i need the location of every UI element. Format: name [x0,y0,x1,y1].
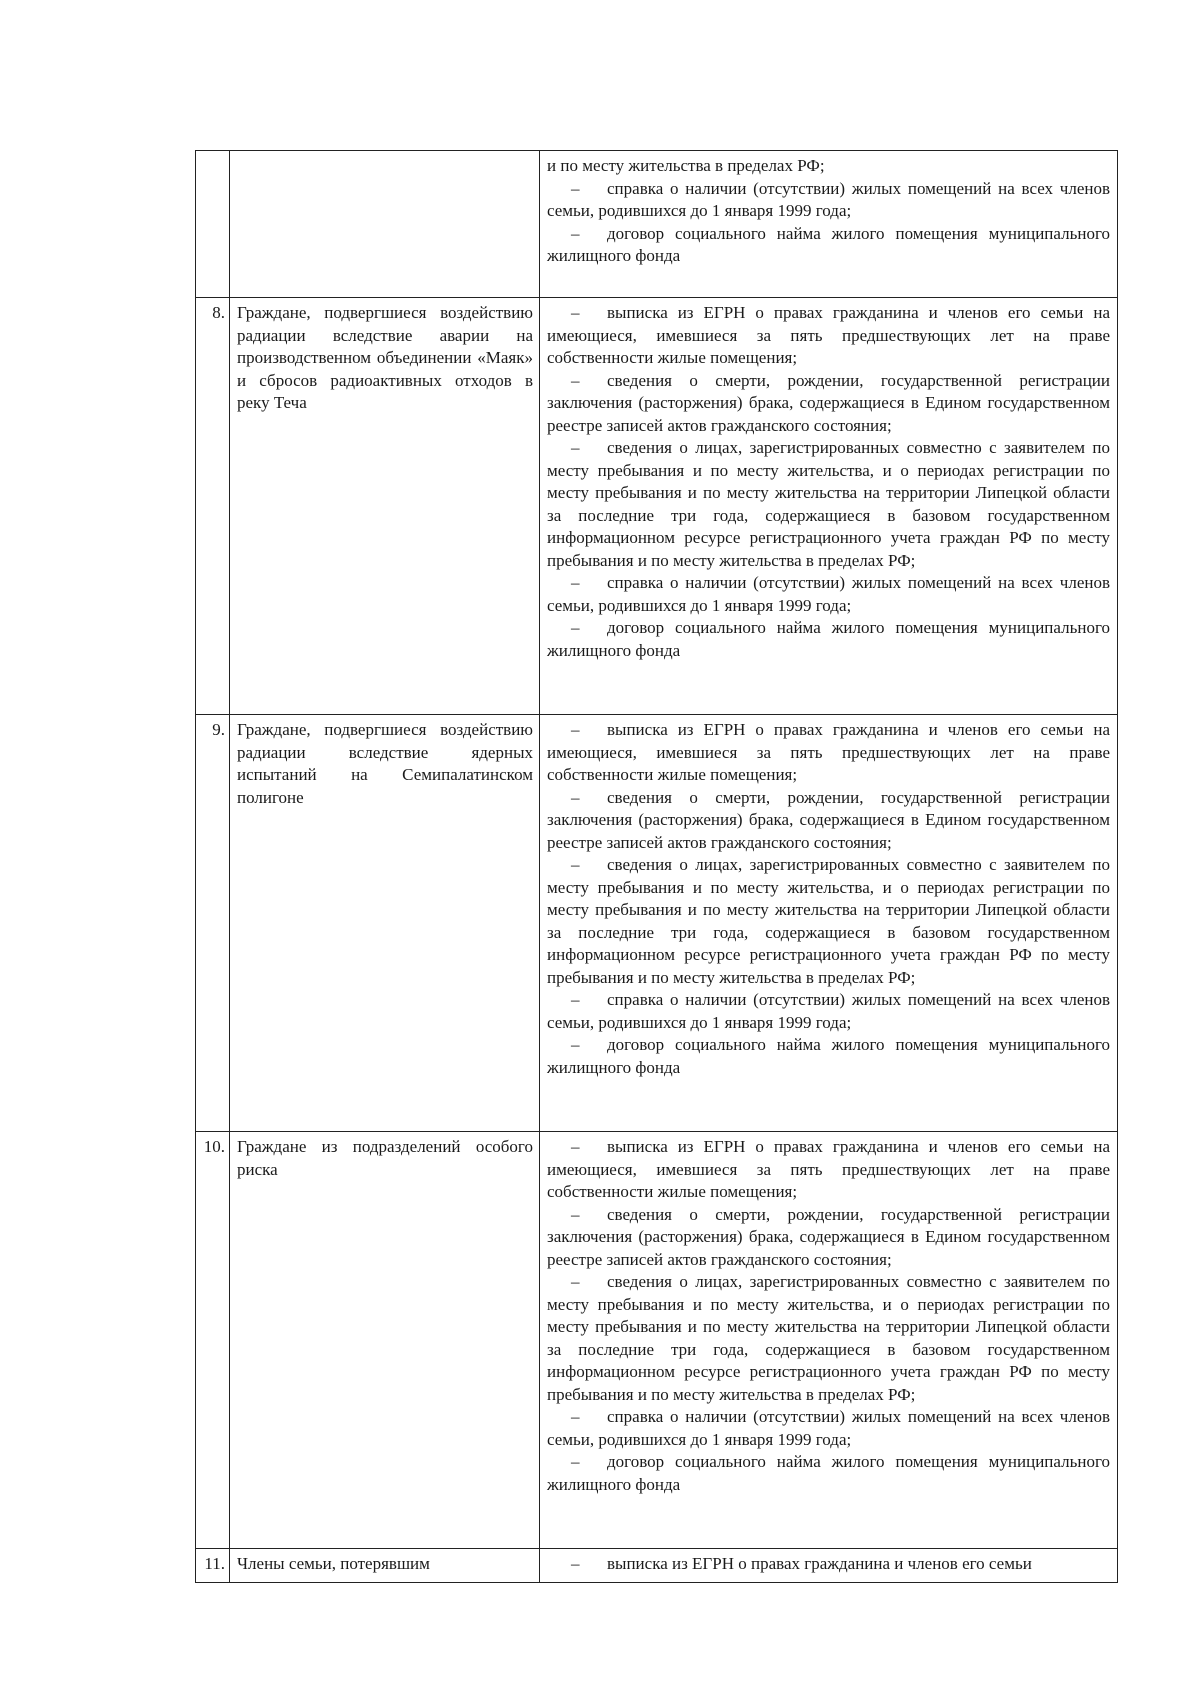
dash-marker: – [571,1204,580,1224]
dash-marker: – [571,990,580,1009]
table-row [196,151,1118,298]
dash-marker: – [571,787,580,807]
document-item: – договор социального найма жилого помещения муниципального жилищного фонда [547,618,1110,660]
category-cell: Граждане, подвергшиеся воздействию радиации вследствие аварии на производственном объединении «Маяк» и сбросов радиоактивных отходов в реку Теча [230,298,540,715]
row-number: 11. [196,1549,230,1583]
dash-marker: – [571,1554,580,1573]
document-item: – договор социального найма жилого помещения муниципального жилищного фонда [547,223,1110,265]
category-cell: Члены семьи, потерявшим [230,1549,540,1583]
document-item: – справка о наличии (отсутствии) жилых помещений на всех членов семьи, родившихся до 1 января 1999 года; [547,990,1110,1032]
documents-cell [540,1132,1118,1549]
dash-marker: – [571,370,580,390]
document-item: – справка о наличии (отсутствии) жилых помещений на всех членов семьи, родившихся до 1 января 1999 года; [547,1407,1110,1449]
table-row [196,298,1118,715]
dash-marker: – [571,178,580,198]
document-item: – выписка из ЕГРН о правах гражданина и членов его семьи [547,1553,1110,1576]
document-item: – договор социального найма жилого помещения муниципального жилищного фонда [547,1452,1110,1494]
document-item: – выписка из ЕГРН о правах гражданина и членов его семьи на имеющиеся, имевшиеся за пять предшествующих лет на праве собственности жилые помещения; [547,303,1110,367]
row-number: 8. [196,298,230,715]
dash-marker: – [571,438,580,457]
document-item: – справка о наличии (отсутствии) жилых помещений на всех членов семьи, родившихся до 1 января 1999 года; [547,178,1110,220]
row-number: 10. [196,1132,230,1549]
dash-marker: – [571,855,580,874]
document-item: – выписка из ЕГРН о правах гражданина и членов его семьи на имеющиеся, имевшиеся за пять предшествующих лет на праве собственности жилые помещения; [547,1137,1110,1201]
document-item: – сведения о смерти, рождении, государственной регистрации заключения (расторжения) брака, содержащиеся в Едином государственном реестре записей актов гражданского состояния; [547,370,1110,435]
document-item: – сведения о смерти, рождении, государственной регистрации заключения (расторжения) брака, содержащиеся в Едином государственном реестре записей актов гражданского состояния; [547,787,1110,852]
dash-marker: – [571,618,580,637]
dash-marker: – [571,1407,580,1426]
document-item: – сведения о лицах, зарегистрированных совместно с заявителем по месту пребывания и по месту жительства, и о периодах регистрации по месту пребывания и по месту жительства на территории Липецкой области за последние три года, содержащиеся в базовом государственном информационном ресурсе регистрационного учета граждан РФ по месту пребывания и по месту жительства в пределах РФ; [547,855,1110,987]
dash-marker: – [571,720,580,739]
dash-marker: – [571,303,580,322]
category-cell: Граждане, подвергшиеся воздействию радиации вследствие ядерных испытаний на Семипалатинском полигоне [230,715,540,1132]
table-row [196,1549,1118,1583]
category-cell [230,151,540,298]
table-row [196,715,1118,1132]
document-item: – сведения о лицах, зарегистрированных совместно с заявителем по месту пребывания и по месту жительства, и о периодах регистрации по месту пребывания и по месту жительства на территории Липецкой области за последние три года, содержащиеся в базовом государственном информационном ресурсе регистрационного учета граждан РФ по месту пребывания и по месту жительства в пределах РФ; [547,1272,1110,1404]
document-item: – справка о наличии (отсутствии) жилых помещений на всех членов семьи, родившихся до 1 января 1999 года; [547,573,1110,615]
documents-table [195,150,1118,1583]
dash-marker: – [571,1137,580,1156]
documents-cell [540,715,1118,1132]
row-number: 9. [196,715,230,1132]
dash-marker: – [571,1272,580,1291]
document-item: – сведения о смерти, рождении, государственной регистрации заключения (расторжения) брака, содержащиеся в Едином государственном реестре записей актов гражданского состояния; [547,1204,1110,1269]
dash-marker: – [571,1452,580,1471]
document-item: – договор социального найма жилого помещения муниципального жилищного фонда [547,1035,1110,1077]
document-item: – выписка из ЕГРН о правах гражданина и членов его семьи на имеющиеся, имевшиеся за пять предшествующих лет на праве собственности жилые помещения; [547,720,1110,784]
category-cell: Граждане из подразделений особого риска [230,1132,540,1549]
dash-marker: – [571,223,580,243]
table-row [196,1132,1118,1549]
row-number [196,151,230,298]
document-item: – сведения о лицах, зарегистрированных совместно с заявителем по месту пребывания и по месту жительства, и о периодах регистрации по месту пребывания и по месту жительства на территории Липецкой области за последние три года, содержащиеся в базовом государственном информационном ресурсе регистрационного учета граждан РФ по месту пребывания и по месту жительства в пределах РФ; [547,438,1110,570]
documents-cell [540,298,1118,715]
documents-cell [540,151,1118,298]
document-item-continued: и по месту жительства в пределах РФ; [547,156,825,175]
dash-marker: – [571,1035,580,1054]
dash-marker: – [571,573,580,592]
documents-cell [540,1549,1118,1583]
